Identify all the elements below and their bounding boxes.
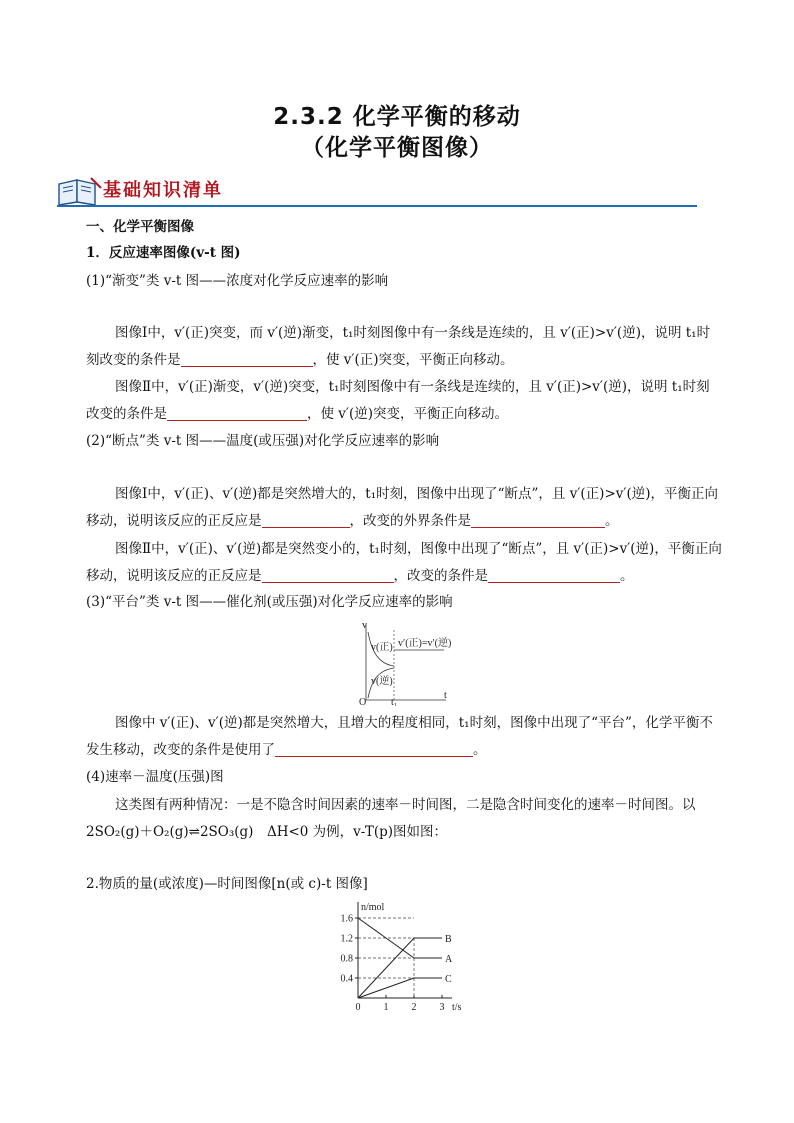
platform-label: v′(正)=v′(逆) — [398, 638, 452, 649]
series-label-B: B — [445, 934, 452, 945]
t1-label: t₁ — [391, 697, 398, 706]
part-heading: (2)“断点”类 v-t 图——温度(或压强)对化学反应速率的影响 — [86, 433, 440, 449]
paragraph-line: 图像Ⅰ中，v′(正)、v′(逆)都是突然增大的，t₁时刻，图像中出现了“断点”，且 v′(正)>v′(逆)，平衡正向 — [115, 486, 718, 502]
page-title: 2.3.2 化学平衡的移动 — [273, 104, 521, 130]
y-tick-label: 1.2 — [340, 933, 353, 945]
page-subtitle: （化学平衡图像） — [301, 135, 493, 161]
x-axis-label: t/s — [452, 1002, 462, 1013]
paragraph-line: 发生移动，改变的条件是使用了 。 — [86, 742, 487, 758]
paragraph-line: 这类图有两种情况：一是不隐含时间因素的速率－时间图，二是隐含时间变化的速率－时间图。以 — [115, 797, 696, 813]
y-tick-label: 0.8 — [340, 953, 353, 965]
x-tick-label: 0 — [355, 1002, 361, 1013]
series-label-C: C — [445, 974, 452, 985]
answer-blank[interactable] — [275, 741, 473, 757]
y-tick-label: 1.6 — [340, 913, 353, 925]
series-line-C — [358, 978, 442, 998]
x-tick-label: 3 — [439, 1002, 445, 1013]
x-axis-label: t — [444, 690, 447, 701]
section-heading: 一、化学平衡图像 — [86, 219, 194, 235]
subsection-heading: 2.物质的量(或浓度)—时间图像[n(或 c)-t 图像] — [86, 876, 368, 892]
paragraph-line: 图像Ⅰ中，v′(正)突变，而 v′(逆)渐变，t₁时刻图像中有一条线是连续的，且 v′(正)>v′(逆)，说明 t₁时 — [115, 325, 711, 341]
book-icon — [59, 178, 101, 205]
x-tick-label: 2 — [411, 1002, 417, 1013]
paragraph-line: 刻改变的条件是 ，使 v′(正)突变，平衡正向移动。 — [86, 352, 514, 368]
subsection-heading: 1．反应速率图像(v-t 图) — [86, 245, 241, 261]
banner-divider — [57, 205, 697, 207]
part-heading: (4)速率－温度(压强)图 — [86, 769, 224, 785]
reverse-rate-label: v(逆) — [371, 676, 393, 687]
paragraph-line: 图像中 v′(正)、v′(逆)都是突然增大，且增大的程度相同，t₁时刻，图像中出现了“平台”，化学平衡不 — [115, 715, 713, 731]
banner-label: 基础知识清单 — [103, 180, 223, 201]
series-line-B — [358, 938, 442, 998]
x-tick-label: 1 — [383, 1002, 389, 1013]
paragraph-line: 图像Ⅱ中，v′(正)、v′(逆)都是突然变小的，t₁时刻，图像中出现了“断点”，且 v′(正)>v′(逆)，平衡正向 — [115, 541, 722, 557]
paragraph-line: 图像Ⅱ中，v′(正)渐变，v′(逆)突变，t₁时刻图像中有一条线是连续的，且 v′(正)>v′(逆)，说明 t₁时刻 — [115, 379, 710, 395]
series-label-A: A — [445, 954, 453, 965]
nt-chart — [332, 898, 482, 1014]
paragraph-line: 移动，说明该反应的正反应是 ，改变的外界条件是 。 — [86, 513, 619, 529]
origin-label: O — [359, 697, 367, 706]
y-axis-label: v — [362, 620, 367, 631]
answer-blank[interactable] — [181, 351, 313, 367]
answer-blank[interactable] — [488, 567, 620, 583]
y-axis-label: n/mol — [361, 902, 385, 913]
y-tick-label: 0.4 — [340, 973, 353, 985]
paragraph-line: 改变的条件是 ，使 v′(逆)突变，平衡正向移动。 — [86, 406, 509, 422]
answer-blank[interactable] — [262, 567, 394, 583]
vt-platform-chart — [340, 620, 452, 706]
answer-blank[interactable] — [167, 405, 307, 421]
paragraph-line: 移动，说明该反应的正反应是 ，改变的条件是 。 — [86, 568, 634, 584]
forward-rate-label: v(正) — [371, 642, 393, 653]
part-heading: (3)“平台”类 v-t 图——催化剂(或压强)对化学反应速率的影响 — [86, 594, 453, 610]
answer-blank[interactable] — [471, 512, 605, 528]
part-heading: (1)“渐变”类 v-t 图——浓度对化学反应速率的影响 — [86, 273, 389, 289]
paragraph-line: 2SO₂(g)＋O₂(g)⇌2SO₃(g) ΔH<0 为例，v-T(p)图如图： — [86, 824, 448, 840]
answer-blank[interactable] — [262, 512, 350, 528]
